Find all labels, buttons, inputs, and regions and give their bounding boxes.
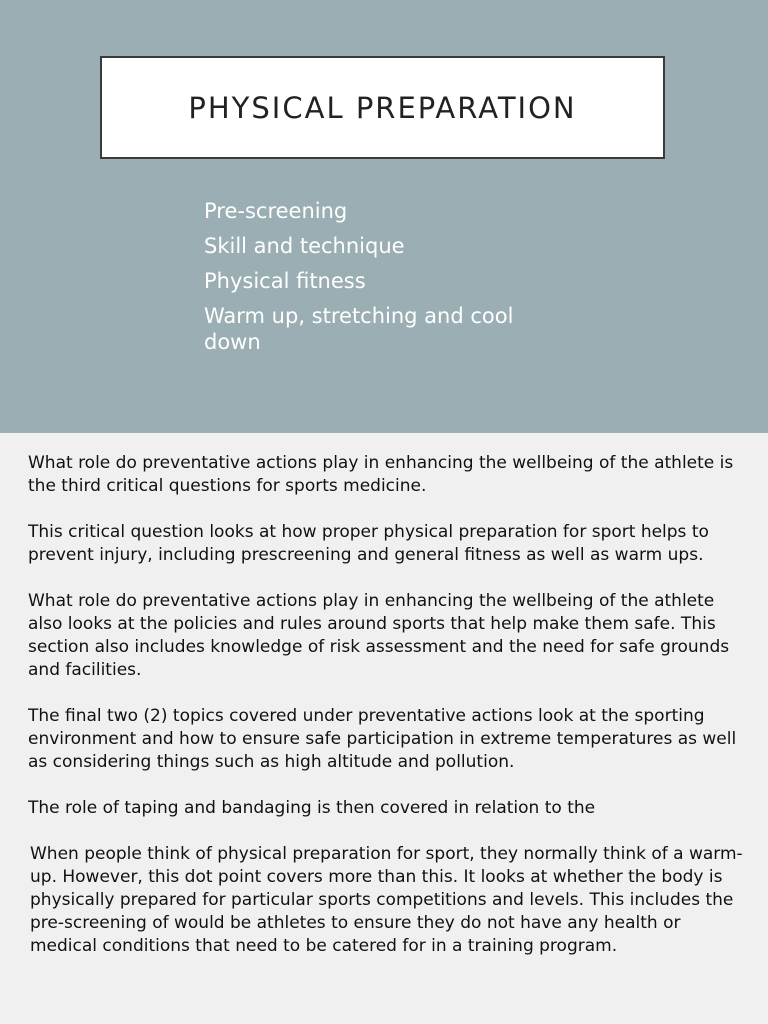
paragraph: This critical question looks at how proper physical preparation for sport helps to prevent injury, including prescreening and general fitness as well as warm ups. xyxy=(28,522,709,565)
paragraph-warmup: When people think of physical preparation for sport, they normally think of a warm-up. However, this dot point covers more than this. It looks at whether the body is physically prepared for particular sports competitions and levels. This includes the pre-screening of would be athletes to ensure they do not have any health or medical conditions that need to be catered for in a training program. xyxy=(30,844,743,956)
paragraph: What role do preventative actions play in enhancing the wellbeing of the athlete is the third critical questions for sports medicine. xyxy=(28,453,734,496)
slide-title: PHYSICAL PREPARATION xyxy=(188,90,577,125)
paragraph: The final two (2) topics covered under preventative actions look at the sporting environment and how to ensure safe participation in extreme temperatures as well as considering things such as high altitude and pollution. xyxy=(28,706,737,772)
bullet-item: Pre-screening xyxy=(204,199,348,223)
slide-title-box xyxy=(100,56,665,159)
bullet-item: Physical fitness xyxy=(204,269,366,293)
bullet-item: Warm up, stretching and cool down xyxy=(204,304,514,354)
document-body xyxy=(28,452,748,958)
bullet-item: Skill and technique xyxy=(204,234,405,258)
slide-panel xyxy=(0,0,768,433)
slide-bullet-list xyxy=(204,198,564,364)
paragraph: The role of taping and bandaging is then covered in relation to the xyxy=(28,798,596,818)
paragraph: What role do preventative actions play in enhancing the wellbeing of the athlete also looks at the policies and rules around sports that help make them safe. This section also includes knowledge of risk assessment and the need for safe grounds and facilities. xyxy=(28,591,730,680)
